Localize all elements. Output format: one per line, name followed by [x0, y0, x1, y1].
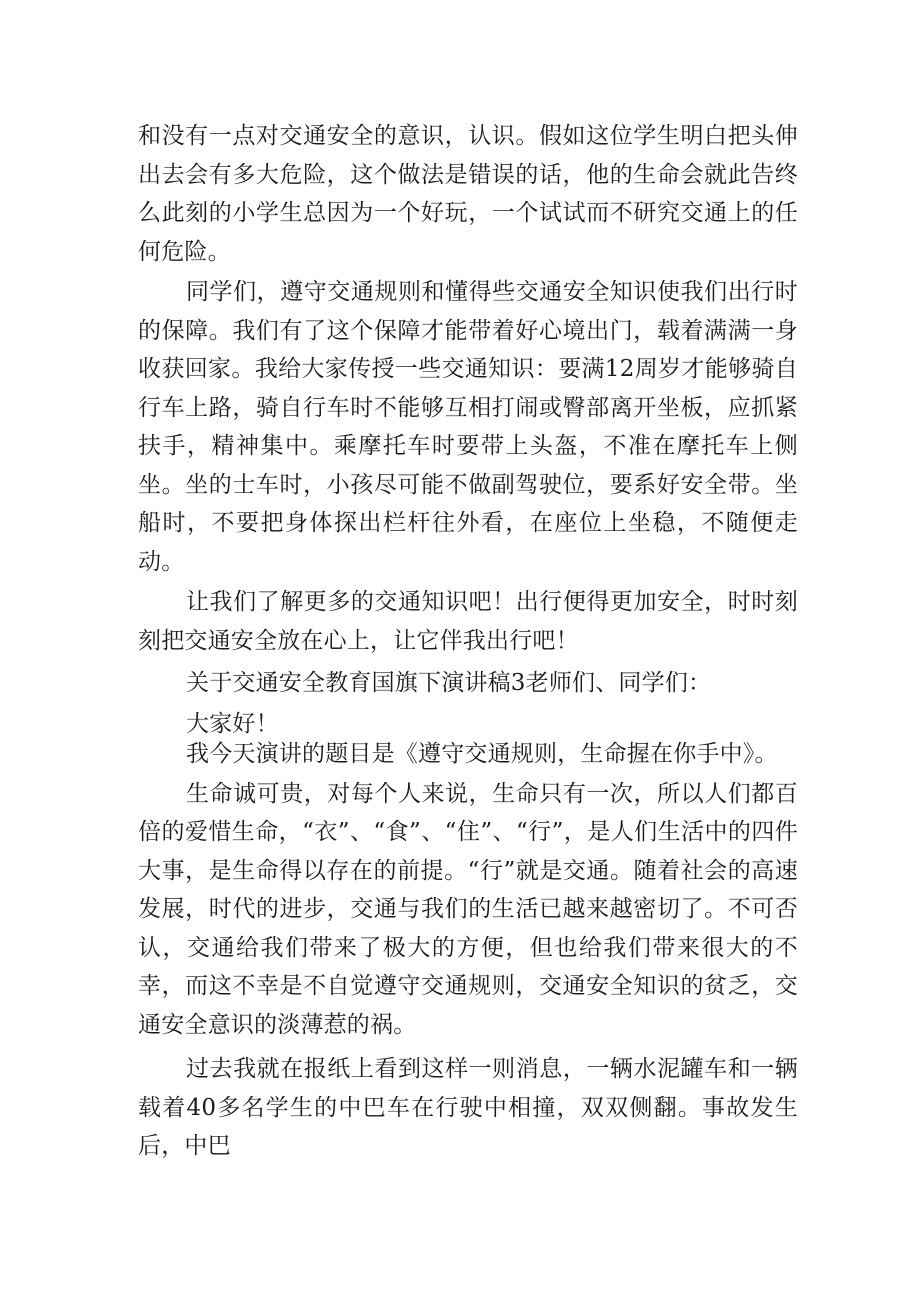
- paragraph-8: 过去我就在报纸上看到这样一则消息，一辆水泥罐车和一辆载着40多名学生的中巴车在行驶中相撞，双双侧翻。事故发生后，中巴: [138, 1056, 798, 1159]
- paragraph-2: 同学们，遵守交通规则和懂得些交通安全知识使我们出行时的保障。我们有了这个保障才能带着好心境出门，载着满满一身收获回家。我给大家传授一些交通知识：要满12周岁才能够骑自行车上路，骑自行车时不能够互相打闹或臀部离开坐板，应抓紧扶手，精神集中。乘摩托车时要带上头盔，不准在摩托车上侧坐。坐的士车时，小孩尽可能不做副驾驶位，要系好安全带。坐船时，不要把身体探出栏杆往外看，在座位上坐稳，不随便走动。: [138, 279, 798, 575]
- paragraph-3: 让我们了解更多的交通知识吧！出行便得更加安全，时时刻刻把交通安全放在心上，让它伴我出行吧！: [138, 589, 798, 654]
- paragraph-5: 大家好！: [186, 710, 279, 737]
- paragraph-6: 我今天演讲的题目是《遵守交通规则，生命握在你手中》。: [186, 740, 778, 767]
- body-text: [138, 117, 798, 1166]
- paragraph-4: 关于交通安全教育国旗下演讲稿3老师们、同学们：: [186, 670, 712, 696]
- paragraph-7: 生命诚可贵，对每个人来说，生命只有一次，所以人们都百倍的爱惜生命，“衣”、“食”、“住”、“行”，是人们生活中的四件大事，是生命得以存在的前提。“行”就是交通。随着社会的高速发展，时代的进步，交通与我们的生活已越来越密切了。不可否认，交通给我们带来了极大的方便，但也给我们带来很大的不幸，而这不幸是不自觉遵守交通规则，交通安全知识的贫乏，交通安全意识的淡薄惹的祸。: [138, 780, 798, 1038]
- paragraph-1: 和没有一点对交通安全的意识，认识。假如这位学生明白把头伸出去会有多大危险，这个做法是错误的话，他的生命会就此告终么此刻的小学生总因为一个好玩，一个试试而不研究交通上的任何危险。: [138, 123, 798, 265]
